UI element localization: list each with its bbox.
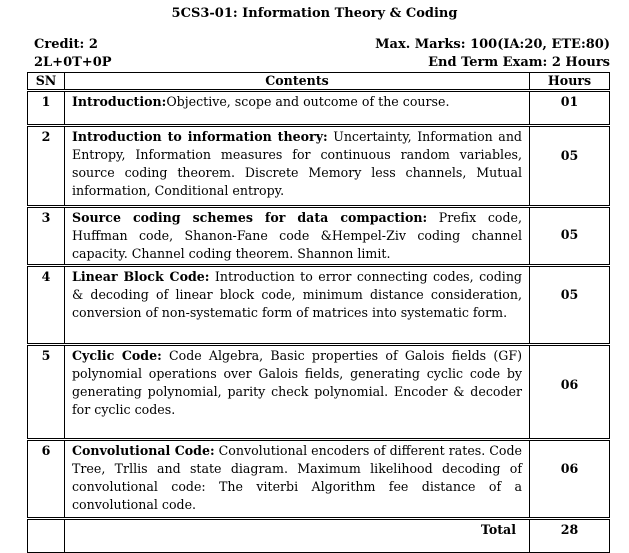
row-sn: 3 bbox=[28, 207, 65, 266]
table-row bbox=[28, 266, 610, 345]
row-text: Objective, scope and outcome of the course. bbox=[166, 94, 450, 109]
row-hours: 05 bbox=[530, 126, 610, 207]
row-text: Prefix code, Huffman code, Shanon-Fane code &Hempel-Ziv coding channel capacity. Channel coding theorem. Shannon limit. bbox=[72, 210, 522, 261]
table-row bbox=[28, 207, 610, 266]
row-content bbox=[65, 207, 530, 266]
row-sn: 6 bbox=[28, 440, 65, 519]
row-hours: 01 bbox=[530, 91, 610, 126]
row-heading: Source coding schemes for data compaction: bbox=[72, 210, 428, 225]
row-sn: 4 bbox=[28, 266, 65, 345]
header-hours: Hours bbox=[530, 73, 610, 91]
row-content bbox=[65, 440, 530, 519]
row-hours: 06 bbox=[530, 440, 610, 519]
row-heading: Introduction: bbox=[72, 94, 167, 109]
row-text: Introduction to error connecting codes, coding & decoding of linear block code, minimum distance consideration, conversion of non-systematic form of matrices into systematic form. bbox=[72, 269, 522, 320]
table-row bbox=[28, 126, 610, 207]
row-hours: 05 bbox=[530, 266, 610, 345]
header-sn: SN bbox=[28, 73, 65, 91]
total-hours: 28 bbox=[530, 519, 610, 553]
row-content bbox=[65, 126, 530, 207]
course-title: 5CS3-01: Information Theory & Coding bbox=[171, 6, 458, 21]
row-text: Code Algebra, Basic properties of Galois fields (GF) polynomial operations over Galois fields, generating cyclic code by generating polynomial, parity check polynomial. Encoder & decoder for cyclic codes. bbox=[72, 348, 522, 417]
header-contents: Contents bbox=[65, 73, 530, 91]
max-marks-label: Max. Marks: 100(IA:20, ETE:80) bbox=[375, 37, 610, 52]
row-sn: 5 bbox=[28, 345, 65, 440]
row-hours: 06 bbox=[530, 345, 610, 440]
row-sn: 1 bbox=[28, 91, 65, 126]
total-row bbox=[28, 519, 610, 553]
table-row bbox=[28, 91, 610, 126]
lecture-pattern-label: 2L+0T+0P bbox=[34, 55, 112, 70]
row-text: Convolutional encoders of different rates. Code Tree, Trllis and state diagram. Maximum likelihood decoding of convolutional code: The viterbi Algorithm fee distance of a convolutional code. bbox=[72, 443, 522, 512]
row-heading: Introduction to information theory: bbox=[72, 129, 328, 144]
exam-duration-label: End Term Exam: 2 Hours bbox=[428, 55, 610, 70]
row-sn: 2 bbox=[28, 126, 65, 207]
row-content bbox=[65, 91, 530, 126]
row-hours: 05 bbox=[530, 207, 610, 266]
row-text: Uncertainty, Information and Entropy, Information measures for continuous random variables, source coding theorem. Discrete Memory less channels, Mutual information, Conditional entropy. bbox=[72, 129, 522, 198]
row-heading: Cyclic Code: bbox=[72, 348, 162, 363]
table-header-row bbox=[28, 73, 610, 91]
total-label-cell bbox=[65, 519, 530, 553]
total-label: Total bbox=[480, 522, 516, 537]
table-row bbox=[28, 440, 610, 519]
row-heading: Linear Block Code: bbox=[72, 269, 210, 284]
row-heading: Convolutional Code: bbox=[72, 443, 215, 458]
syllabus-table bbox=[27, 72, 610, 553]
row-content bbox=[65, 345, 530, 440]
row-content bbox=[65, 266, 530, 345]
table-row bbox=[28, 345, 610, 440]
credit-label: Credit: 2 bbox=[34, 37, 98, 52]
total-sn-empty bbox=[28, 519, 65, 553]
